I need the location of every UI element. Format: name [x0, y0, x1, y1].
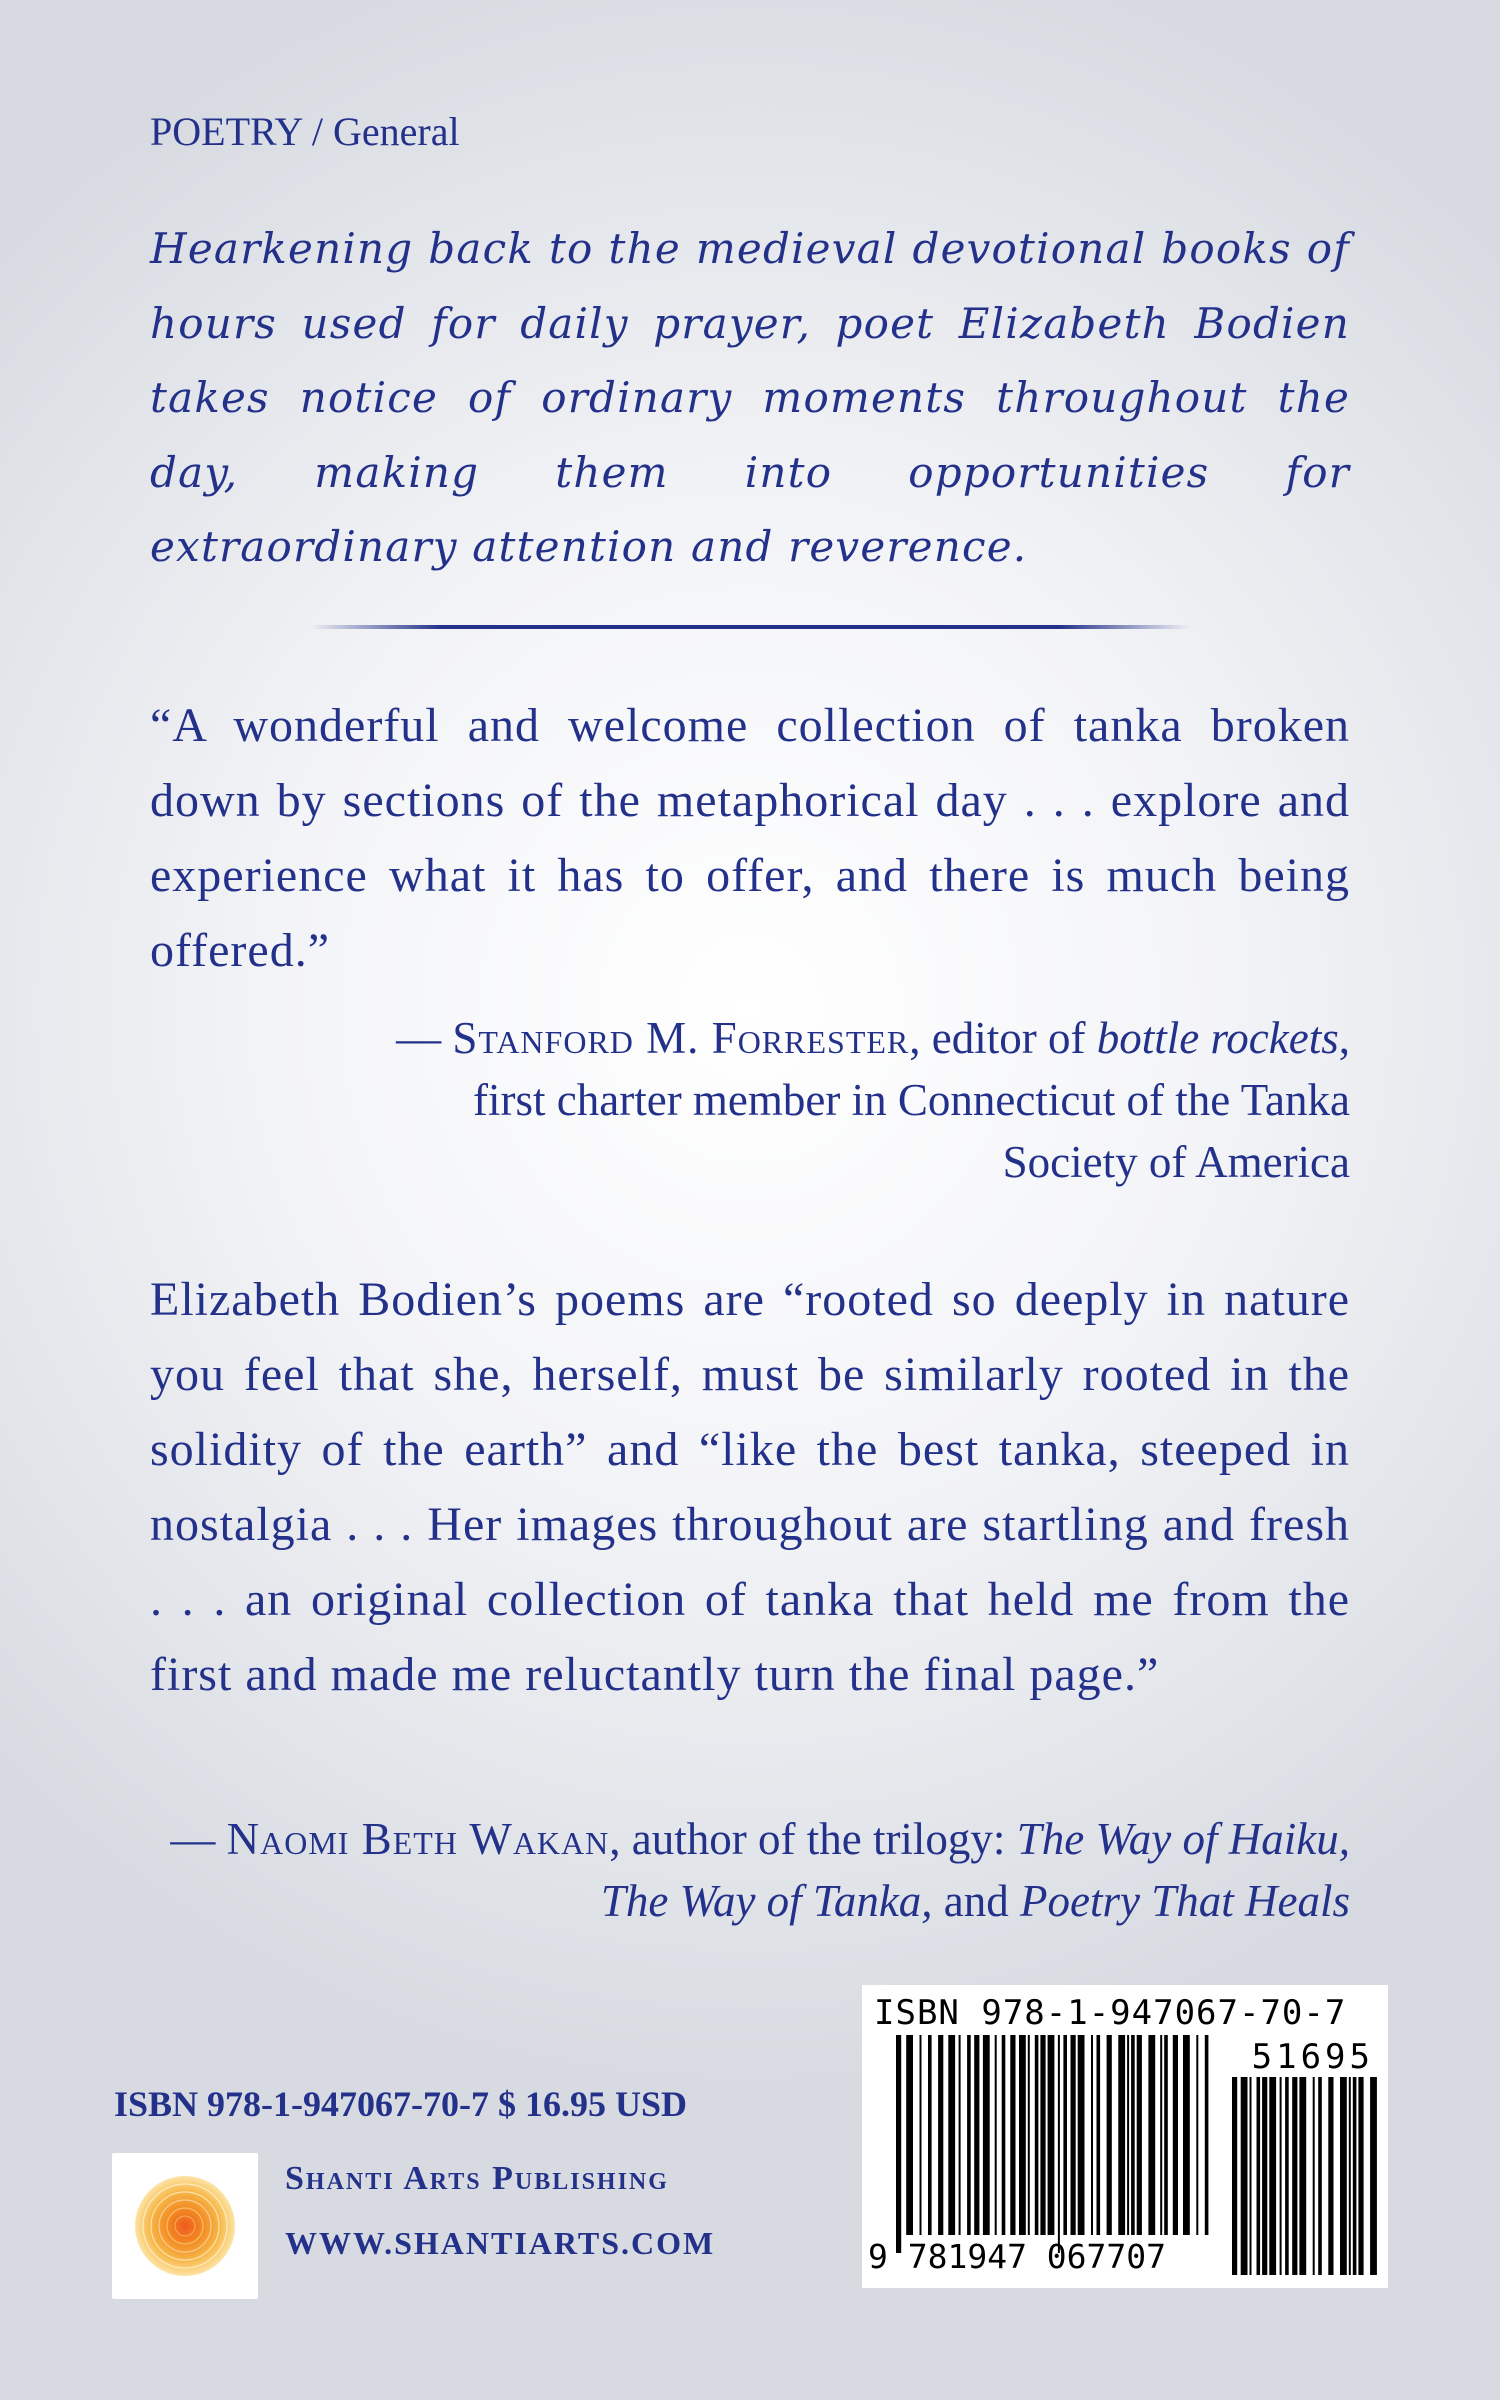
barcode-bar — [1160, 2035, 1162, 2235]
barcode-bar — [1250, 2077, 1252, 2275]
barcode-bar — [1292, 2077, 1297, 2275]
barcode-bar — [928, 2035, 932, 2235]
attribution-role: , editor of — [909, 1013, 1097, 1063]
attribution-role: , author of the trilogy: — [609, 1814, 1017, 1864]
barcode-bar — [1285, 2077, 1289, 2275]
barcode-bar — [1173, 2035, 1178, 2235]
barcode-bar — [948, 2035, 955, 2235]
barcode-bar — [1353, 2077, 1357, 2275]
sun-logo-icon — [130, 2171, 240, 2281]
barcode-bar — [1131, 2035, 1135, 2235]
barcode-bar — [967, 2035, 971, 2235]
barcode-bar — [1118, 2035, 1125, 2235]
barcode-bar — [1232, 2077, 1237, 2275]
barcode-bar — [1340, 2077, 1347, 2275]
barcode-bar — [1097, 2035, 1101, 2235]
barcode-bar — [983, 2035, 990, 2235]
barcode-isbn-text: ISBN 978-1-947067-70-7 — [874, 1993, 1347, 2033]
barcode-bar — [1002, 2035, 1006, 2235]
barcode-bar — [1241, 2077, 1248, 2275]
barcode-bar — [938, 2035, 943, 2235]
isbn-barcode — [862, 1985, 1388, 2288]
barcode-bar — [1328, 2077, 1333, 2275]
review-quote-1: “A wonderful and welcome collection of tanka broken down by sections of the metaphorical day . . . explore and experience what it has to offer, and there is much being offered.” — [150, 699, 1350, 977]
barcode-bar — [896, 2035, 901, 2253]
attribution-dash: — — [396, 1013, 453, 1063]
barcode-bar — [995, 2035, 997, 2235]
barcode-bar — [1318, 2077, 1322, 2275]
publisher-logo — [112, 2153, 258, 2299]
attribution-dash: — — [170, 1814, 227, 1864]
barcode-bar — [1205, 2035, 1209, 2235]
barcode-bar — [1313, 2077, 1315, 2275]
barcode-bar — [1028, 2035, 1030, 2235]
review-attribution-1 — [370, 1007, 1350, 1193]
review-attribution-2 — [170, 1808, 1350, 1932]
barcode-bar — [1010, 2035, 1015, 2235]
barcode-bar — [1164, 2035, 1168, 2235]
barcode-bar — [1262, 2077, 1267, 2275]
publisher-website[interactable]: WWW.SHANTIARTS.COM — [285, 2225, 716, 2261]
barcode-bar — [1269, 2077, 1276, 2275]
barcode-bar — [959, 2035, 961, 2235]
book-titles: The Way of Haiku, The Way of Tanka, — [600, 1814, 1350, 1926]
barcode-bar — [1196, 2035, 1198, 2235]
barcode-bar — [1127, 2035, 1129, 2235]
barcode-bar — [1370, 2077, 1377, 2275]
barcode-bar — [1058, 2035, 1060, 2253]
barcode-bar — [920, 2035, 922, 2235]
attribution-detail: , first charter member in Connecticut of the Tanka Society of America — [473, 1013, 1350, 1187]
barcode-bar — [1107, 2035, 1112, 2235]
isbn-price: ISBN 978-1-947067-70-7 $ 16.95 USD — [114, 2084, 688, 2124]
barcode-bar — [1078, 2035, 1085, 2235]
publisher-name: Shanti Arts Publishing — [285, 2160, 669, 2197]
barcode-bar — [1358, 2077, 1363, 2275]
barcode-bar — [974, 2035, 979, 2235]
barcode-bar — [1148, 2035, 1155, 2235]
barcode-bar — [1137, 2035, 1142, 2235]
barcode-bar — [1183, 2035, 1190, 2235]
barcode-bar — [1019, 2035, 1026, 2235]
book-title: Poetry That Heals — [1020, 1876, 1350, 1926]
barcode-bar — [1091, 2035, 1093, 2235]
barcode-bar — [1299, 2077, 1306, 2275]
barcode-digits: 9 781947 067707 — [868, 2237, 1167, 2276]
reviewer-name: Naomi Beth Wakan — [226, 1814, 610, 1864]
review-quote-2: Elizabeth Bodien’s poems are “rooted so deeply in nature you feel that she, herself, must be similarly rooted in the solidity of the earth” and “like the best tanka, steeped in nostalgia . . . Her images throughout are startling and fresh . . . an original collection of tanka that held me from the first and made me reluctantly turn the final page.” — [150, 1273, 1350, 1701]
barcode-bar — [1063, 2035, 1067, 2235]
barcode-bar — [1048, 2035, 1055, 2235]
barcode-bar — [1280, 2077, 1282, 2275]
conjunction: and — [932, 1876, 1021, 1926]
barcode-price-code: 51695 — [1251, 2037, 1374, 2077]
book-description: Hearkening back to the medieval devotional books of hours used for daily prayer, poet Elizabeth Bodien takes notice of ordinary moments throughout the day, making them into opportunities for extraordinary attention and reverence. — [150, 224, 1350, 571]
barcode-bar — [1257, 2077, 1261, 2275]
publication-title: bottle rockets — [1096, 1013, 1339, 1063]
barcode-bar — [1349, 2077, 1351, 2275]
barcode-bar — [1071, 2035, 1076, 2235]
barcode-bar — [1040, 2035, 1045, 2235]
divider-line — [310, 625, 1190, 629]
barcode-bar — [1035, 2035, 1039, 2235]
reviewer-name: Stanford M. Forrester — [452, 1013, 910, 1063]
barcode-bar — [906, 2035, 913, 2235]
category-label: POETRY / General — [150, 109, 460, 154]
